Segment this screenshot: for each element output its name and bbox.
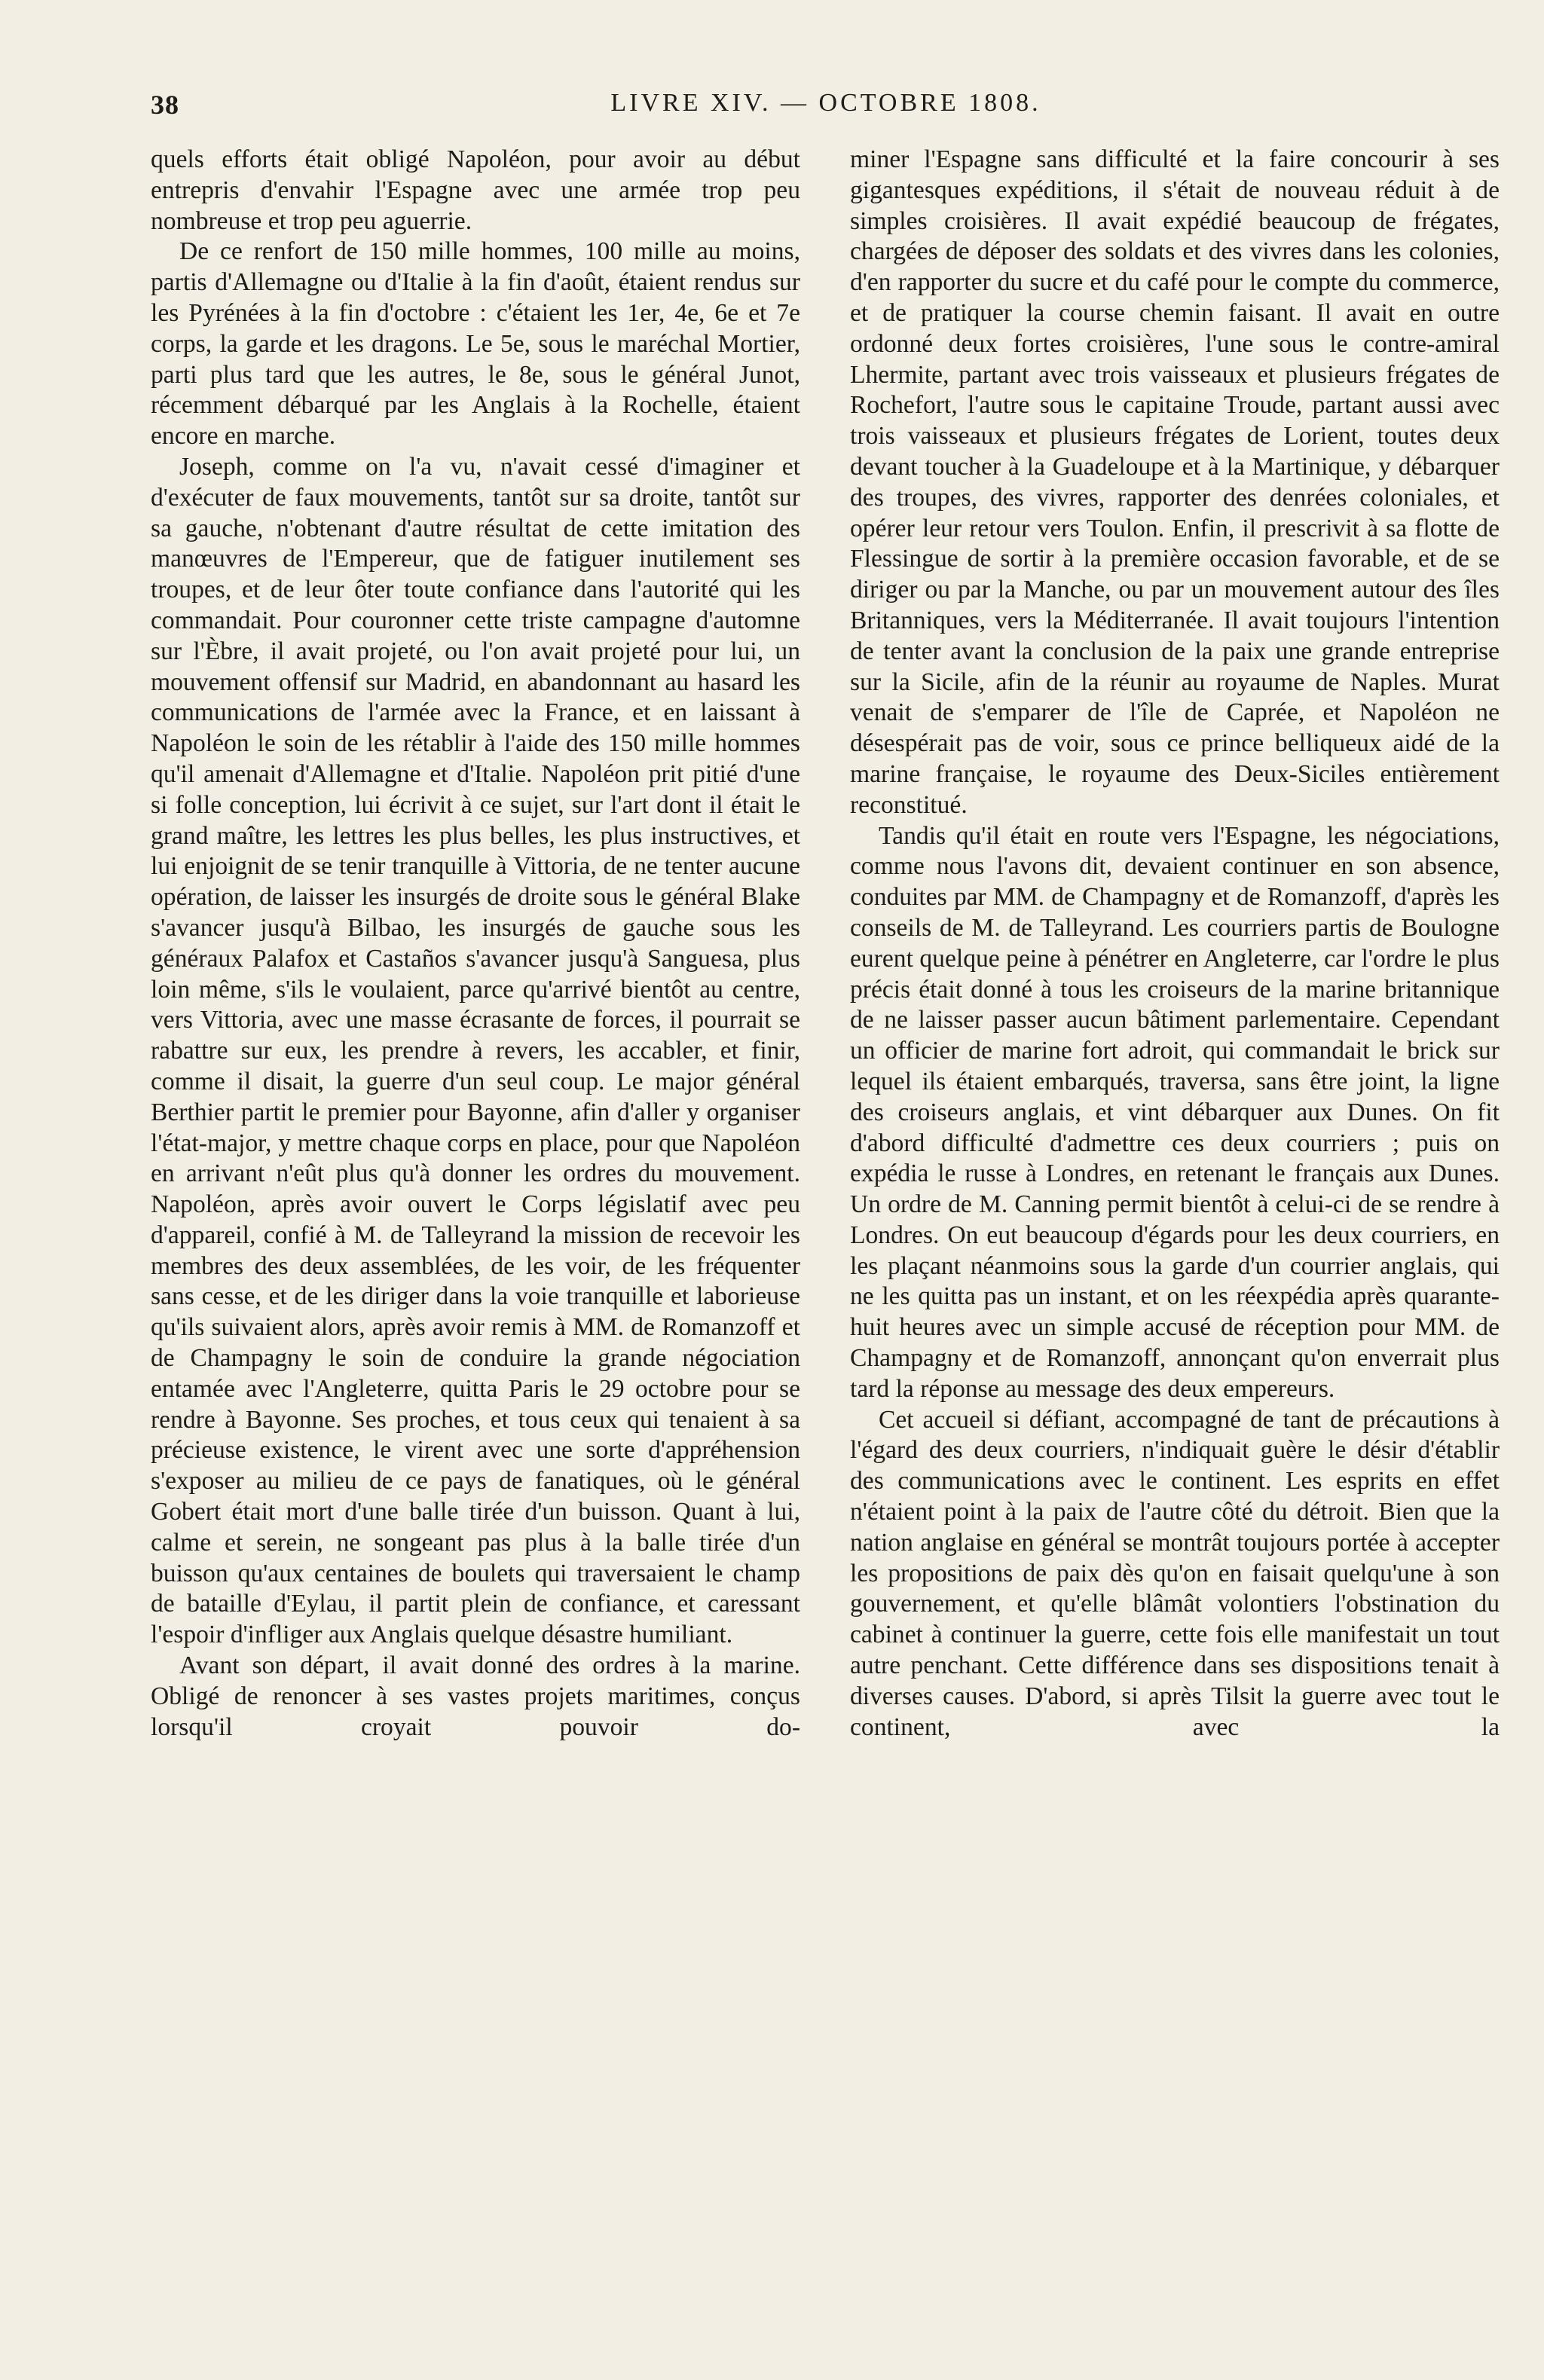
paragraph: miner l'Espagne sans difficulté et la faire concourir à ses gigantesques expéditions, il s'était de nouveau réduit à de simples croisières. Il avait expédié beaucoup de frégates, chargées de déposer des soldats et des vivres dans les colonies, d'en rapporter du sucre et du café pour le compte du commerce, et de pratiquer la course chemin faisant. Il avait en outre ordonné deux fortes croisières, l'une sous le contre-amiral Lhermite, partant avec trois vaisseaux et plusieurs frégates de Rochefort, l'autre sous le capitaine Troude, partant aussi avec trois vaisseaux et plusieurs frégates de Lorient, toutes deux devant toucher à la Guadeloupe et à la Martinique, y débarquer des troupes, des vivres, rapporter des denrées coloniales, et opérer leur retour vers Toulon. Enfin, il prescrivit à sa flotte de Flessingue de sortir à la première occasion favorable, et de se diriger ou par la Manche, ou par un mouvement autour des îles Britanniques, vers la Méditerranée. Il avait toujours l'intention de tenter avant la conclusion de la paix une grande entreprise sur la Sicile, afin de la réunir au royaume de Naples. Murat venait de s'emparer de l'île de Caprée, et Napoléon ne désespérait pas de voir, sous ce prince belliqueux aidé de la marine française, le royaume des Deux-Siciles entièrement reconstitué. — [850, 145, 1500, 819]
right-column — [850, 145, 1500, 1743]
paragraph: Cet accueil si défiant, accompagné de tant de précautions à l'égard des deux courriers, n'indiquait guère le désir d'établir des communications avec le continent. Les esprits en effet n'étaient point à la paix de l'autre côté du détroit. Bien que la nation anglaise en général se montrât toujours portée à accepter les propositions de paix dès qu'on en faisait quelqu'une à son gouvernement, et qu'elle blâmât volontiers l'obstination du cabinet à continuer la guerre, cette fois elle manifestait un tout autre penchant. Cette différence dans ses dispositions tenait à diverses causes. D'abord, si après Tilsit la guerre avec tout le continent, avec la — [850, 1405, 1500, 1741]
paragraph: quels efforts était obligé Napoléon, pour avoir au début entrepris d'envahir l'Espagne avec une armée trop peu nombreuse et trop peu aguerrie. — [151, 145, 800, 235]
running-head: LIVRE XIV. — OCTOBRE 1808. — [610, 89, 1041, 117]
paragraph: Tandis qu'il était en route vers l'Espagne, les négociations, comme nous l'avons dit, devaient continuer en son absence, conduites par MM. de Champagny et de Romanzoff, d'après les conseils de M. de Talleyrand. Les courriers partis de Boulogne eurent quelque peine à pénétrer en Angleterre, car l'ordre le plus précis était donné à tous les croiseurs de la marine britannique de ne laisser passer aucun bâtiment parlementaire. Cependant un officier de marine fort adroit, qui commandait le brick sur lequel ils étaient embarqués, traversa, sans être joint, la ligne des croiseurs anglais, et vint débarquer aux Dunes. On fit d'abord difficulté d'admettre ces deux courriers ; puis on expédia le russe à Londres, en retenant le français aux Dunes. Un ordre de M. Canning permit bientôt à celui-ci de se rendre à Londres. On eut beaucoup d'égards pour les deux courriers, en les plaçant néanmoins sous la garde d'un courrier anglais, qui ne les quitta pas un instant, et on les réexpédia après quarante-huit heures avec un simple accusé de réception pour MM. de Champagny et de Romanzoff, annonçant qu'on enverrait plus tard la réponse au message des deux empereurs. — [850, 821, 1500, 1403]
left-column — [151, 145, 800, 1743]
paragraph: Avant son départ, il avait donné des ordres à la marine. Obligé de renoncer à ses vastes projets maritimes, conçus lorsqu'il croyait pouvoir do- — [151, 1651, 800, 1741]
paragraph: Joseph, comme on l'a vu, n'avait cessé d'imaginer et d'exécuter de faux mouvements, tantôt sur sa droite, tantôt sur sa gauche, n'obtenant d'autre résultat de cette imitation des manœuvres de l'Empereur, que de fatiguer inutilement ses troupes, et de leur ôter toute confiance dans l'autorité qui les commandait. Pour couronner cette triste campagne d'automne sur l'Èbre, il avait projeté, ou l'on avait projeté pour lui, un mouvement offensif sur Madrid, en abandonnant au hasard les communications de l'armée avec la France, et en laissant à Napoléon le soin de les rétablir à l'aide des 150 mille hommes qu'il amenait d'Allemagne et d'Italie. Napoléon prit pitié d'une si folle conception, lui écrivit à ce sujet, sur l'art dont il était le grand maître, les lettres les plus belles, les plus instructives, et lui enjoignit de se tenir tranquille à Vittoria, de ne tenter aucune opération, de laisser les insurgés de droite sous le général Blake s'avancer jusqu'à Bilbao, les insurgés de gauche sous les généraux Palafox et Castaños s'avancer jusqu'à Sanguesa, plus loin même, s'ils le voulaient, parce qu'arrivé bientôt au centre, vers Vittoria, avec une masse écrasante de forces, il pourrait se rabattre sur eux, les prendre à revers, les accabler, et finir, comme il disait, la guerre d'un seul coup. Le major général Berthier partit le premier pour Bayonne, afin d'aller y organiser l'état-major, y mettre chaque corps en place, pour que Napoléon en arrivant n'eût plus qu'à donner les ordres du mouvement. Napoléon, après avoir ouvert le Corps législatif avec peu d'appareil, confié à M. de Talleyrand la mission de recevoir les membres des deux assemblées, de les voir, de les fréquenter sans cesse, et de les diriger dans la voie tranquille et laborieuse qu'ils suivaient alors, après avoir remis à MM. de Romanzoff et de Champagny le soin de conduire la grande négociation entamée avec l'Angleterre, quitta Paris le 29 octobre pour se rendre à Bayonne. Ses proches, et tous ceux qui tenaient à sa précieuse existence, le virent avec une sorte d'appréhension s'exposer au milieu de ce pays de fanatiques, où le général Gobert était mort d'une balle tirée d'un buisson. Quant à lui, calme et serein, ne songeant pas plus à la balle tirée d'un buisson qu'aux centaines de boulets qui traversaient le champ de bataille d'Eylau, il partit plein de confiance, et caressant l'espoir d'infliger aux Anglais quelque désastre humiliant. — [151, 452, 800, 1649]
page-number: 38 — [151, 90, 179, 120]
page-header — [151, 89, 1501, 134]
paragraph: De ce renfort de 150 mille hommes, 100 mille au moins, partis d'Allemagne ou d'Italie à la fin d'août, étaient rendus sur les Pyrénées à la fin d'octobre : c'étaient les 1er, 4e, 6e et 7e corps, la garde et les dragons. Le 5e, sous le maréchal Mortier, parti plus tard que les autres, le 8e, sous le général Junot, récemment débarqué par les Anglais à la Rochelle, étaient encore en marche. — [151, 237, 800, 451]
